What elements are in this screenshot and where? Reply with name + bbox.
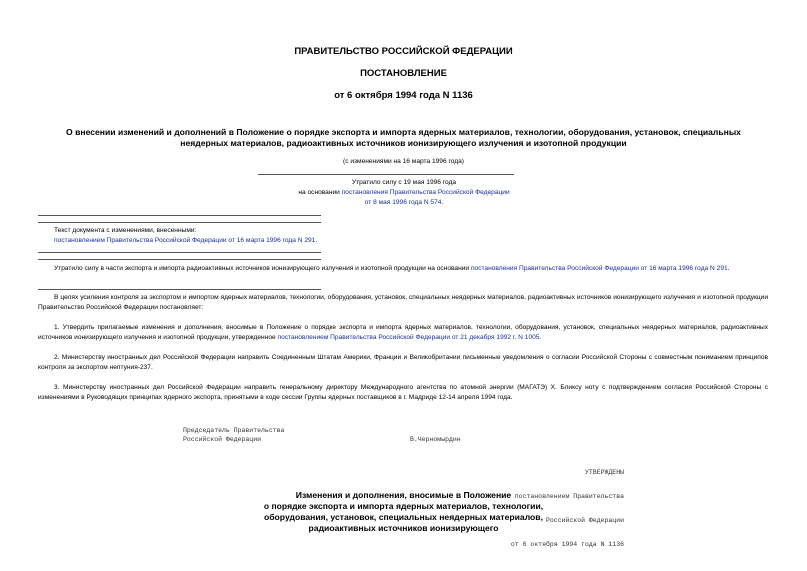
divider [258, 174, 514, 175]
divider [38, 252, 321, 253]
appendix-title-line: о порядке экспорта и импорта ядерных материалов, технологии, [263, 501, 544, 511]
divider [38, 259, 321, 260]
changes-label: Текст документа с изменениями, внесенными: [54, 227, 197, 234]
resolution-291-partial-link[interactable]: постановления Правительства Российской Федерации от 16 марта 1996 года N 291 [470, 265, 728, 272]
signatory-name: В.Черномырдин [410, 436, 461, 443]
approval-stamp-line: УТВЕРЖДЕНЫ [584, 469, 624, 476]
divider [38, 289, 321, 290]
approval-stamp-line: от 6 октября 1994 года N 1136 [510, 541, 624, 548]
clause-3-paragraph: 3. Министерству иностранных дел Российской Федерации направить генеральному директору Международного агентства по атомной энергии (МАГАТЭ) Х. Бликсу ноту с подтверждением согласия Российской Стороны с изменениями в Руководящих принципах ядерного экспорта, принятыми в ходе сессии Группы ядерных поставщиков в г. Мадриде 12-14 апреля 1994 года. [38, 384, 768, 401]
appendix-title-line: оборудования, установок, специальных неядерных материалов, [264, 512, 543, 522]
clause-2-paragraph: 2. Министерству иностранных дел Российской Федерации направить Соединенным Штатам Америки, Франции и Великобритании письменные уведомления о согласии Российской Стороны с совместным пониманием принципов контроля за экспортом нептуния-237. [38, 354, 768, 371]
government-heading: ПРАВИТЕЛЬСТВО РОССИЙСКОЙ ФЕДЕРАЦИИ [294, 46, 513, 57]
lost-force-block [200, 178, 608, 208]
changes-source: постановлением Правительства Российской Федерации от 16 марта 1996 года N 291. [54, 237, 318, 244]
approval-stamp-line: постановлением Правительства [514, 493, 624, 500]
document-type: ПОСТАНОВЛЕНИЕ [360, 68, 447, 79]
document-title-line: О внесении изменений и дополнений в Положение о порядке экспорта и импорта ядерных материалов, технологии, оборудования, установок, специальных [66, 127, 741, 137]
divider [38, 222, 321, 223]
intro-paragraph: В целях усиления контроля за экспортом и импортом ядерных материалов, технологии, оборудования, установок, специальных неядерных материалов, радиоактивных источников ионизирующего излучения и изотопной продукции Правительство Российской Федерации постановляет: [38, 294, 768, 311]
appendix-title [0, 490, 807, 534]
appendix-title-line: Изменения и дополнения, вносимые в Положение [295, 490, 512, 500]
lost-force-basis-date: от 8 мая 1996 года N 574. [364, 199, 444, 206]
approval-stamp-line: Российской Федерации [545, 517, 624, 524]
resolution-291-link[interactable]: постановлением Правительства Российской Федерации от 16 марта 1996 года N 291 [54, 237, 316, 244]
partial-lost-force-paragraph: Утратило силу в части экспорта и импорта радиоактивных источников ионизирующего излучения и изотопной продукции на основании постановления Правительства Российской Федерации от 16 марта 1996 года N 291. [54, 265, 730, 272]
document-title-line: неядерных материалов, радиоактивных источников ионизирующего излучения и изотопной продукции [180, 138, 627, 148]
document-date-number: от 6 октября 1994 года N 1136 [334, 90, 473, 101]
resolution-574-date-link[interactable]: от 8 мая 1996 года N 574 [364, 199, 442, 206]
lost-force-basis: на основании постановления Правительства Российской Федерации [298, 189, 510, 196]
resolution-1005-link[interactable]: постановлением Правительства Российской Федерации от 21 декабря 1992 г. N 1005 [277, 334, 540, 341]
appendix-title-line: радиоактивных источников ионизирующего [308, 523, 499, 533]
signatory-role-line2: Российской Федерации [183, 436, 262, 443]
signatory-role-line1: Председатель Правительства [183, 427, 285, 434]
resolution-574-link[interactable]: постановления Правительства Российской Федерации [341, 189, 510, 196]
clause-1-paragraph: 1. Утвердить прилагаемые изменения и дополнения, вносимые в Положение о порядке экспорта и импорта ядерных материалов, технологии, оборудования, установок, специальных неядерных материалов, радиоактивных источников ионизирующего излучения и изотопной продукции, утвержденное постановлением Правительства Российской Федерации от 21 декабря 1992 г. N 1005. [38, 324, 768, 341]
lost-force-date: Утратило силу с 19 мая 1996 года [351, 179, 457, 186]
amendment-note: (с изменениями на 16 марта 1996 года) [343, 158, 464, 165]
document-title [40, 127, 767, 149]
divider [38, 215, 321, 216]
